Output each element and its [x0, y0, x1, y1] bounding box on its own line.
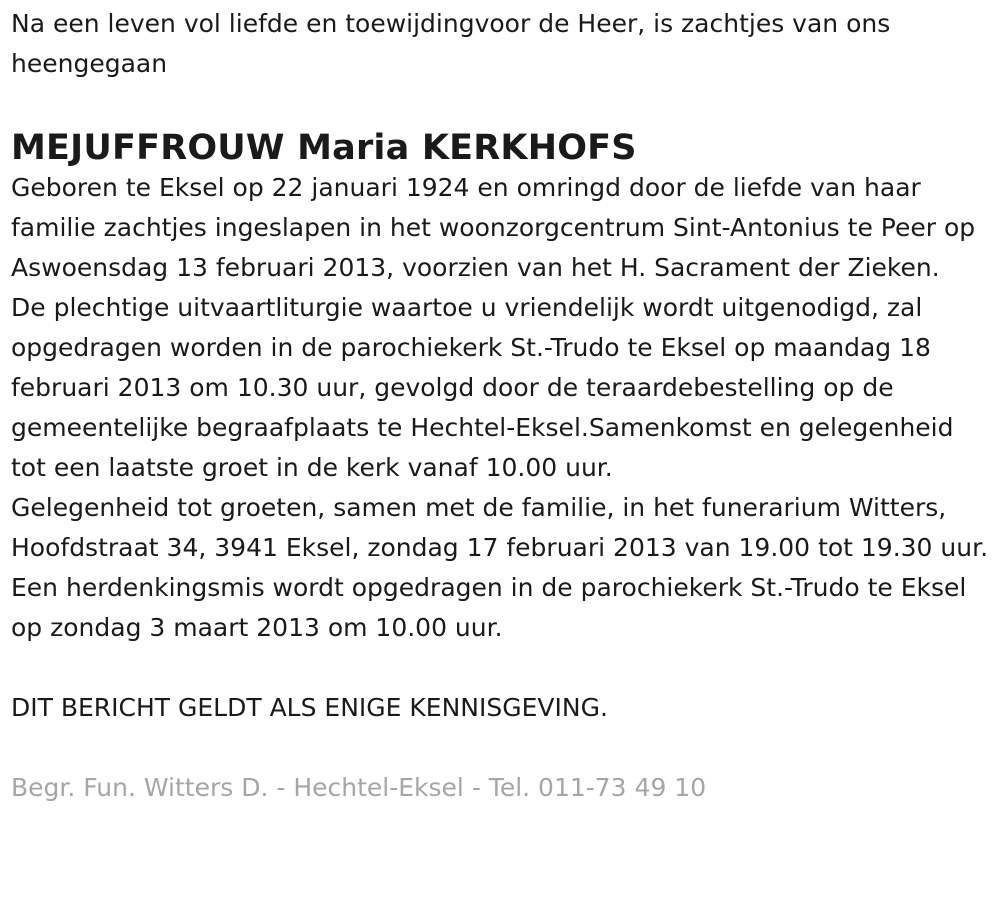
notice-text: DIT BERICHT GELDT ALS ENIGE KENNISGEVING.	[11, 693, 608, 722]
intro-text: Na een leven vol liefde en toewijdingvoor de Heer, is zachtjes van ons heengegaan	[11, 9, 891, 78]
paragraph-visitation: Gelegenheid tot groeten, samen met de familie, in het funerarium Witters, Hoofdstraat 34, 3941 Eksel, zondag 17 februari 2013 van 19.00 tot 19.30 uur.	[11, 493, 989, 562]
paragraph-birth-death: Geboren te Eksel op 22 januari 1924 en omringd door de liefde van haar familie zachtjes ingeslapen in het woonzorgcentrum Sint-Antonius te Peer op Aswoensdag 13 februari 2013, voorzien van het H. Sacrament der Zieken.	[11, 173, 976, 282]
funeral-home-footer: Begr. Fun. Witters D. - Hechtel-Eksel - Tel. 011-73 49 10	[11, 773, 707, 802]
paragraph-funeral: De plechtige uitvaartliturgie waartoe u vriendelijk wordt uitgenodigd, zal opgedragen worden in de parochiekerk St.-Trudo te Eksel op maandag 18 februari 2013 om 10.30 uur, gevolgd door de teraardebestelling op de gemeentelijke begraafplaats te Hechtel-Eksel.Samenkomst en gelegenheid tot een laatste groet in de kerk vanaf 10.00 uur.	[11, 293, 954, 482]
paragraph-memorial-mass: Een herdenkingsmis wordt opgedragen in de parochiekerk St.-Trudo te Eksel op zondag 3 maart 2013 om 10.00 uur.	[11, 573, 967, 642]
obituary-notice	[11, 4, 991, 808]
deceased-name: MEJUFFROUW Maria KERKHOFS	[11, 128, 637, 168]
